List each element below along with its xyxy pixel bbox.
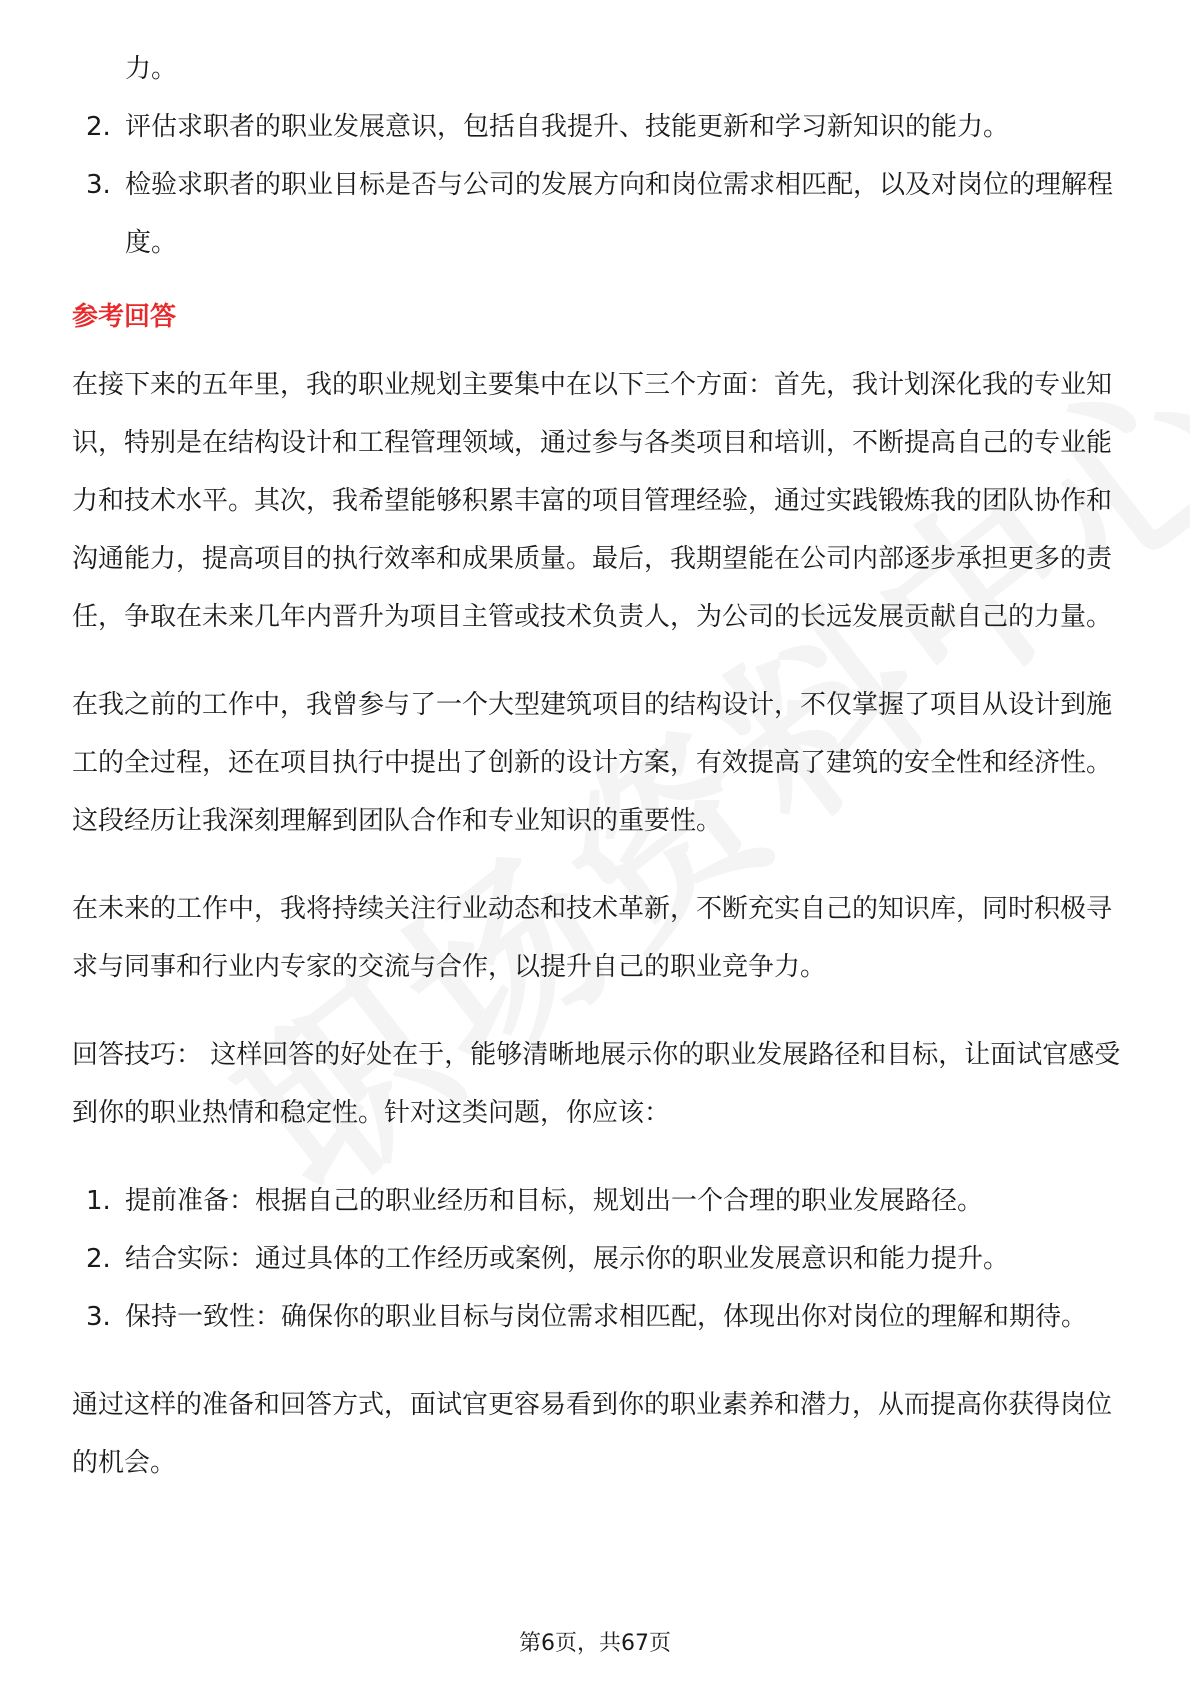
tips-list [72, 1172, 1122, 1346]
list-text: 保持一致性：确保你的职业目标与岗位需求相匹配，体现出你对岗位的理解和期待。 [125, 1302, 1088, 1332]
list-number: 2. [86, 112, 111, 142]
list-item [72, 1172, 1122, 1230]
list-number: 2. [86, 1244, 111, 1274]
section-heading: 参考回答 [72, 302, 177, 332]
list-item [72, 156, 1122, 272]
paragraph: 在接下来的五年里，我的职业规划主要集中在以下三个方面：首先，我计划深化我的专业知识，特别是在结构设计和工程管理领域，通过参与各类项目和培训，不断提高自己的专业能力和技术水平。其次，我希望能够积累丰富的项目管理经验，通过实践锻炼我的团队协作和沟通能力，提高项目的执行效率和成果质量。最后，我期望能在公司内部逐步承担更多的责任，争取在未来几年内晋升为项目主管或技术负责人，为公司的长远发展贡献自己的力量。 [72, 370, 1113, 632]
page-number: 第6页，共67页 [519, 1631, 671, 1656]
list-number: 1. [86, 1186, 111, 1216]
document-body [72, 40, 1122, 1492]
list-continuation: 力。 [125, 54, 178, 84]
list-number: 3. [86, 1302, 111, 1332]
paragraph: 在未来的工作中，我将持续关注行业动态和技术革新，不断充实自己的知识库，同时积极寻求与同事和行业内专家的交流与合作，以提升自己的职业竞争力。 [72, 894, 1113, 982]
closing-paragraph: 通过这样的准备和回答方式，面试官更容易看到你的职业素养和潜力，从而提高你获得岗位的机会。 [72, 1390, 1113, 1478]
list-text: 提前准备：根据自己的职业经历和目标，规划出一个合理的职业发展路径。 [125, 1186, 984, 1216]
tips-paragraph: 回答技巧： 这样回答的好处在于，能够清晰地展示你的职业发展路径和目标，让面试官感受到你的职业热情和稳定性。针对这类问题，你应该： [72, 1040, 1121, 1128]
paragraph: 在我之前的工作中，我曾参与了一个大型建筑项目的结构设计，不仅掌握了项目从设计到施工的全过程，还在项目执行中提出了创新的设计方案，有效提高了建筑的安全性和经济性。这段经历让我深刻理解到团队合作和专业知识的重要性。 [72, 690, 1113, 836]
list-item [72, 1230, 1122, 1288]
list-text: 检验求职者的职业目标是否与公司的发展方向和岗位需求相匹配，以及对岗位的理解程度。 [125, 170, 1114, 258]
list-item [72, 1288, 1122, 1346]
list-text: 评估求职者的职业发展意识，包括自我提升、技能更新和学习新知识的能力。 [125, 112, 1010, 142]
evaluation-list [72, 98, 1122, 272]
list-item [72, 98, 1122, 156]
list-number: 3. [86, 170, 111, 200]
list-text: 结合实际：通过具体的工作经历或案例，展示你的职业发展意识和能力提升。 [125, 1244, 1010, 1274]
